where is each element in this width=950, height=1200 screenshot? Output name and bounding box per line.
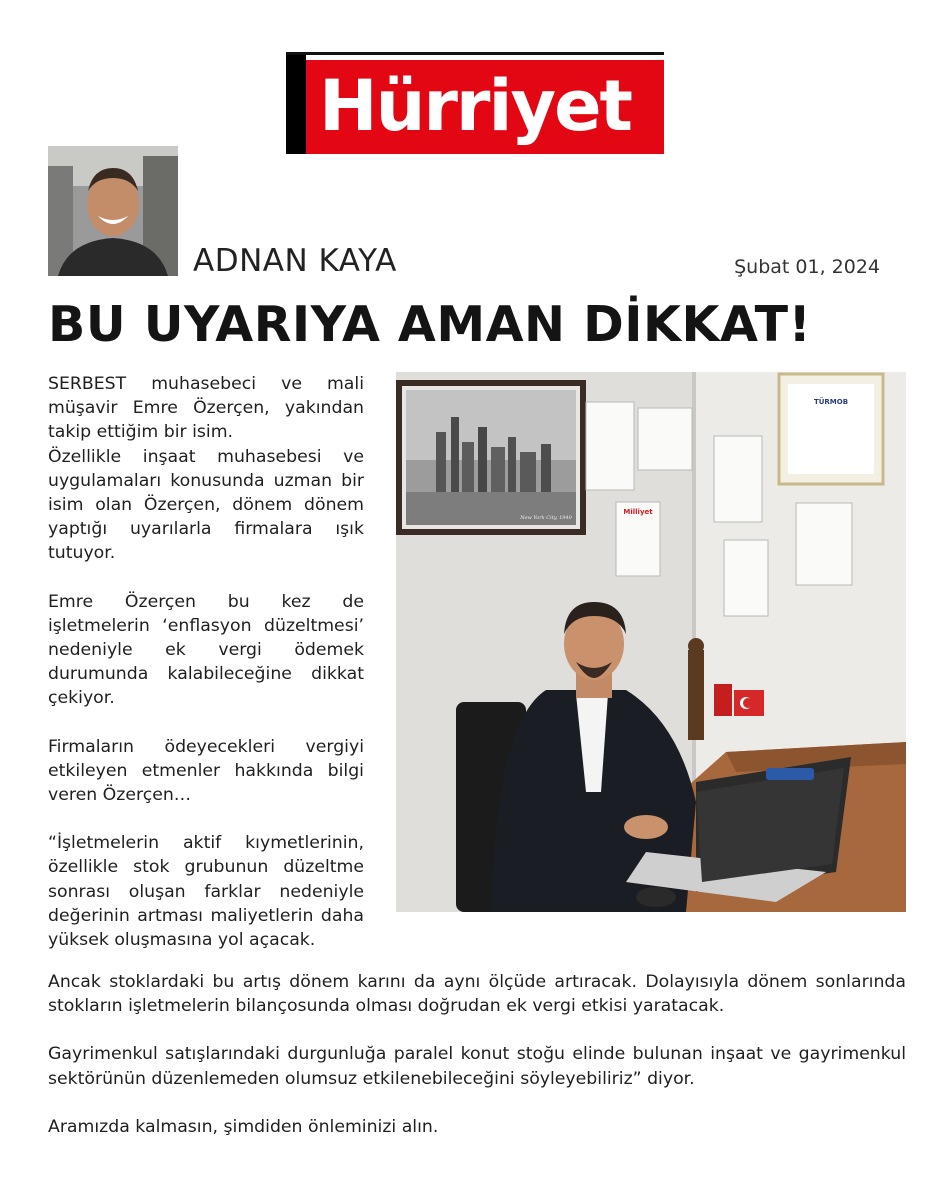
- article-column: [48, 372, 364, 976]
- paragraph: Ancak stoklardaki bu artış dönem karını da aynı ölçüde artıracak. Dolayısıyla dönem sonlarında stokların işletmelerin bilançosunda olması doğrudan ek vergi etkisi yaratacak.: [48, 972, 906, 1017]
- author-photo: [48, 146, 178, 276]
- milliyet-clip: Milliyet: [623, 508, 653, 516]
- paragraph: Özellikle inşaat muhasebesi ve uygulamaları konusunda uzman bir isim olan Özerçen, dönem dönem yaptığı uyarılarla firmalara ışık tutuyor.: [48, 446, 364, 564]
- paragraph: Aramızda kalmasın, şimdiden önleminizi alın.: [48, 1116, 439, 1137]
- logo-wordmark: Hürriyet: [318, 65, 632, 147]
- paragraph: Firmaların ödeyecekleri vergiyi etkileyen etmenler hakkında bilgi veren Özerçen…: [48, 736, 364, 806]
- article-photo: [396, 372, 906, 912]
- publish-date: Şubat 01, 2024: [734, 256, 880, 278]
- paragraph: SERBEST muhasebeci ve mali müşavir Emre Özerçen, yakından takip ettiğim bir isim.: [48, 374, 364, 443]
- author-name: ADNAN KAYA: [193, 243, 397, 279]
- article-continuation: [48, 970, 906, 1163]
- paragraph: Gayrimenkul satışlarındaki durgunluğa paralel konut stoğu elinde bulunan inşaat ve gayrimenkul sektörünün düzenlemeden olumsuz etkilenebileceğini söyleyebiliriz” diyor.: [48, 1044, 906, 1089]
- print-caption: New York City, 1940: [520, 515, 572, 521]
- turmob-certificate: TÜRMOB: [813, 398, 849, 406]
- headline: BU UYARIYA AMAN DİKKAT!: [48, 296, 812, 353]
- hurriyet-logo: [286, 52, 664, 154]
- paragraph: Emre Özerçen bu kez de işletmelerin ‘enflasyon düzeltmesi’ nedeniyle ek vergi ödemek durumunda kalabileceğine dikkat çekiyor.: [48, 591, 364, 709]
- paragraph: “İşletmelerin aktif kıymetlerinin, özellikle stok grubunun düzeltme sonrası oluşan farklar nedeniyle değerinin artması maliyetlerin daha yüksek oluşmasına yol açacak.: [48, 833, 364, 951]
